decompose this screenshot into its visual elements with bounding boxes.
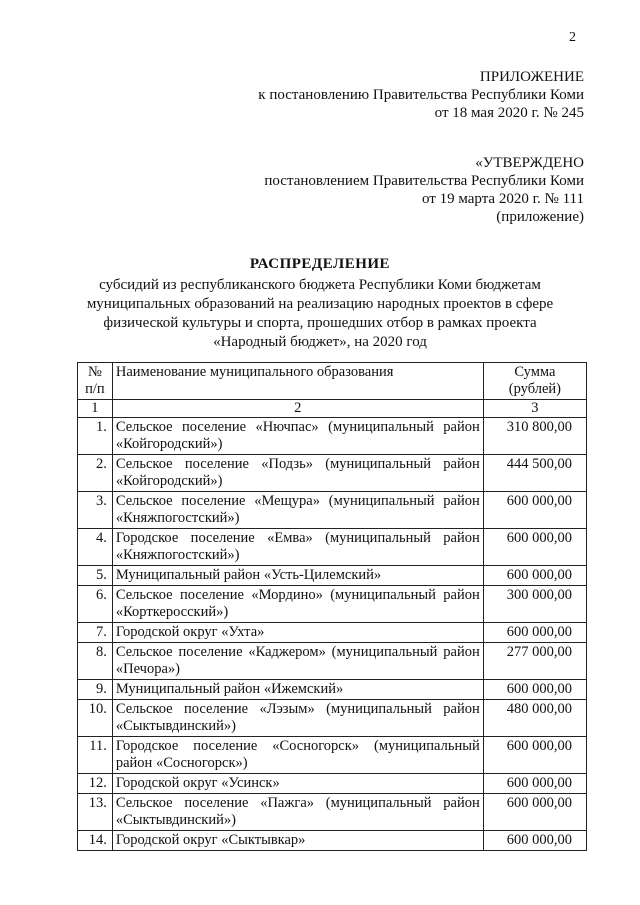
row-number: 10. <box>78 700 113 737</box>
row-number: 11. <box>78 737 113 774</box>
table-row <box>78 680 587 700</box>
row-number: 1. <box>78 418 113 455</box>
annex-heading: ПРИЛОЖЕНИЕ <box>479 69 584 85</box>
row-municipality: Городской округ «Усинск» <box>112 774 483 794</box>
table-row <box>78 586 587 623</box>
row-municipality: Муниципальный район «Ижемский» <box>112 680 483 700</box>
header-sum: Сумма (рублей) <box>483 363 586 400</box>
row-amount: 600 000,00 <box>483 831 586 851</box>
row-municipality: Сельское поселение «Мещура» (муниципальный район «Княжпогостский») <box>112 492 483 529</box>
table-row <box>78 643 587 680</box>
document-subtitle: субсидий из республиканского бюджета Республики Коми бюджетам муниципальных образований на реализацию народных проектов в сфере физической культуры и спорта, прошедших отбор в рамках проекта «Народный бюджет», на 2020 год <box>86 277 554 350</box>
column-index-row <box>78 400 587 418</box>
row-number: 5. <box>78 566 113 586</box>
table-row <box>78 492 587 529</box>
row-number: 13. <box>78 794 113 831</box>
table-row <box>78 794 587 831</box>
row-number: 9. <box>78 680 113 700</box>
table-row <box>78 623 587 643</box>
table-row <box>78 700 587 737</box>
row-municipality: Сельское поселение «Лэзым» (муниципальный район «Сыктывдинский») <box>112 700 483 737</box>
row-municipality: Сельское поселение «Мордино» (муниципальный район «Корткеросский») <box>112 586 483 623</box>
row-number: 4. <box>78 529 113 566</box>
row-amount: 600 000,00 <box>483 794 586 831</box>
approval-resolution: постановлением Правительства Республики Коми <box>264 173 584 189</box>
annex-resolution: к постановлению Правительства Республики Коми <box>258 87 584 103</box>
table-row <box>78 831 587 851</box>
header-name: Наименование муниципального образования <box>112 363 483 400</box>
row-amount: 600 000,00 <box>483 774 586 794</box>
header-num: № п/п <box>78 363 113 400</box>
row-municipality: Сельское поселение «Пажга» (муниципальный район «Сыктывдинский») <box>112 794 483 831</box>
column-index: 1 <box>78 400 113 418</box>
row-amount: 444 500,00 <box>483 455 586 492</box>
approval-block <box>264 154 584 226</box>
column-index: 3 <box>483 400 586 418</box>
row-number: 14. <box>78 831 113 851</box>
row-amount: 300 000,00 <box>483 586 586 623</box>
table-row <box>78 566 587 586</box>
approval-heading: «УТВЕРЖДЕНО <box>475 155 584 171</box>
row-municipality: Городское поселение «Сосногорск» (муниципальный район «Сосногорск») <box>112 737 483 774</box>
row-amount: 600 000,00 <box>483 623 586 643</box>
row-number: 2. <box>78 455 113 492</box>
column-index: 2 <box>112 400 483 418</box>
row-number: 8. <box>78 643 113 680</box>
annex-block <box>258 68 584 122</box>
table-row <box>78 455 587 492</box>
row-number: 3. <box>78 492 113 529</box>
row-number: 6. <box>78 586 113 623</box>
row-municipality: Городской округ «Ухта» <box>112 623 483 643</box>
row-amount: 600 000,00 <box>483 566 586 586</box>
row-municipality: Городское поселение «Емва» (муниципальный район «Княжпогостский») <box>112 529 483 566</box>
table-header-row <box>78 363 587 400</box>
row-municipality: Сельское поселение «Нючпас» (муниципальный район «Койгородский») <box>112 418 483 455</box>
row-municipality: Городской округ «Сыктывкар» <box>112 831 483 851</box>
annex-date: от 18 мая 2020 г. № 245 <box>434 105 584 121</box>
row-amount: 480 000,00 <box>483 700 586 737</box>
row-municipality: Муниципальный район «Усть-Цилемский» <box>112 566 483 586</box>
table-row <box>78 737 587 774</box>
row-municipality: Сельское поселение «Подзь» (муниципальный район «Койгородский») <box>112 455 483 492</box>
row-amount: 600 000,00 <box>483 529 586 566</box>
table-row <box>78 418 587 455</box>
approval-date: от 19 марта 2020 г. № 111 <box>421 191 584 207</box>
row-amount: 310 800,00 <box>483 418 586 455</box>
row-amount: 277 000,00 <box>483 643 586 680</box>
row-amount: 600 000,00 <box>483 737 586 774</box>
row-amount: 600 000,00 <box>483 492 586 529</box>
row-amount: 600 000,00 <box>483 680 586 700</box>
row-number: 7. <box>78 623 113 643</box>
table-row <box>78 774 587 794</box>
table-row <box>78 529 587 566</box>
table-body <box>78 418 587 851</box>
page-number: 2 <box>569 30 576 45</box>
row-number: 12. <box>78 774 113 794</box>
row-municipality: Сельское поселение «Каджером» (муниципальный район «Печора») <box>112 643 483 680</box>
document-title: РАСПРЕДЕЛЕНИЕ <box>249 256 391 272</box>
distribution-table <box>77 362 587 851</box>
approval-note: (приложение) <box>496 209 584 225</box>
